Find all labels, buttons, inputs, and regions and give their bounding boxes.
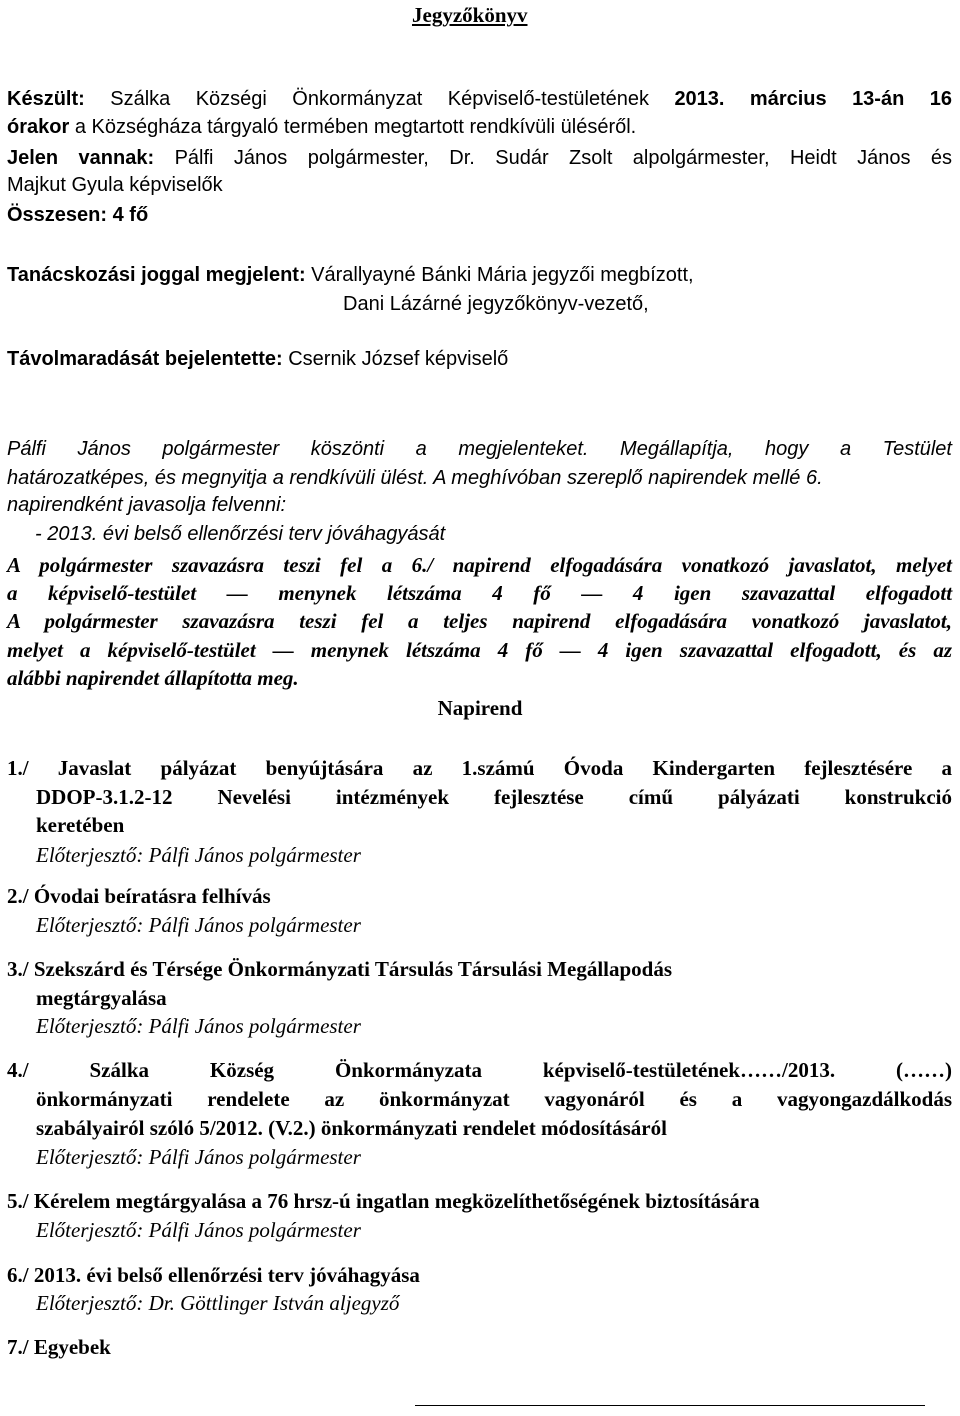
vote-line-4-a: melyet a képviselő-testület: [7, 638, 256, 662]
agenda-item-4-line-2: önkormányzati rendelete az önkormányzat vagyonáról és a vagyongazdálkodás: [36, 1087, 952, 1111]
prepared-text: Szálka Községi Önkormányzat Képviselő-testületének: [110, 88, 649, 110]
vote-line-2: a képviselő-testület — menynek létszáma 4 fő — 4 igen szavazattal elfogadott: [7, 581, 953, 605]
prepared-line: [7, 86, 952, 112]
agenda-item-6-presenter: Előterjesztő: Dr. Göttlinger István aljegyző: [36, 1291, 400, 1315]
vote-line-1: A polgármester szavazásra teszi fel a 6./ napirend elfogadására vonatkozó javaslatot, melyet: [7, 553, 952, 577]
advisory-line: [7, 262, 952, 288]
advisory-person-2: Dani Lázárné jegyzőkönyv-vezető,: [343, 293, 649, 315]
agenda-item-2-presenter: Előterjesztő: Pálfi János polgármester: [36, 913, 361, 937]
prepared-time-label: órakor: [7, 116, 70, 138]
absence-text: Csernik József képviselő: [288, 348, 509, 370]
opening-line-4: - 2013. évi belső ellenőrzési terv jóváhagyását: [35, 523, 446, 545]
agenda-item-4-presenter: Előterjesztő: Pálfi János polgármester: [36, 1145, 361, 1169]
agenda-item-3-line-1: 3./ Szekszárd és Térsége Önkormányzati Társulás Társulási Megállapodás: [7, 957, 673, 981]
agenda-item-6: 6./ 2013. évi belső ellenőrzési terv jóváhagyása: [7, 1263, 420, 1287]
agenda-item-5-presenter: Előterjesztő: Pálfi János polgármester: [36, 1218, 361, 1242]
vote-line-2-a: a képviselő-testület: [7, 581, 197, 605]
document-title: Jegyzőkönyv: [412, 3, 528, 27]
opening-line-2: határozatképes, és megnyitja a rendkívüli ülést. A meghívóban szereplő napirendek mellé 6.: [7, 467, 823, 489]
vote-line-2-b: menynek létszáma 4 fő: [278, 581, 551, 605]
agenda-item-1-line-2: DDOP-3.1.2-12 Nevelési intézmények fejlesztése című pályázati konstrukció: [36, 785, 952, 809]
advisory-label: Tanácskozási joggal megjelent:: [7, 264, 306, 286]
vote-line-5: alábbi napirendet állapította meg.: [7, 666, 299, 690]
prepared-label: Készült:: [7, 88, 85, 110]
vote-line-2-c: 4 igen szavazattal elfogadott: [632, 581, 953, 605]
opening-line-3: napirendként javasolja felvenni:: [7, 494, 287, 516]
agenda-item-4-line-1: 4./ Szálka Község Önkormányzata képviselő-testületének……/2013. (……): [7, 1058, 952, 1082]
advisory-person-1: Várallyayné Bánki Mária jegyzői megbízott,: [311, 264, 694, 286]
agenda-heading: Napirend: [437, 696, 523, 720]
agenda-item-3-presenter: Előterjesztő: Pálfi János polgármester: [36, 1014, 361, 1038]
present-label: Jelen vannak:: [7, 147, 155, 169]
present-text: Pálfi János polgármester, Dr. Sudár Zsolt alpolgármester, Heidt János és: [174, 147, 952, 169]
present-total: Összesen: 4 fő: [7, 204, 149, 226]
present-line-2: Majkut Gyula képviselők: [7, 174, 223, 196]
vote-line-4: melyet a képviselő-testület — menynek létszáma 4 fő — 4 igen szavazattal elfogadott, és az: [7, 638, 952, 662]
opening-line-1: Pálfi János polgármester köszönti a megjelenteket. Megállapítja, hogy a Testület: [7, 438, 952, 460]
agenda-item-1-presenter: Előterjesztő: Pálfi János polgármester: [36, 843, 361, 867]
vote-line-3: A polgármester szavazásra teszi fel a teljes napirend elfogadására vonatkozó javaslatot,: [7, 609, 952, 633]
bottom-rule: [415, 1405, 925, 1406]
agenda-item-2: 2./ Óvodai beíratásra felhívás: [7, 884, 271, 908]
present-line: [7, 145, 952, 171]
absence-label: Távolmaradását bejelentette:: [7, 348, 283, 370]
agenda-item-4-line-3: szabályairól szóló 5/2012. (V.2.) önkormányzati rendelet módosításáról: [36, 1116, 667, 1140]
agenda-item-7: 7./ Egyebek: [7, 1335, 111, 1359]
absence-line: [7, 346, 952, 372]
vote-line-4-c: 4 igen szavazattal elfogadott, és az: [597, 638, 952, 662]
prepared-date: 2013. március 13-án 16: [674, 88, 952, 110]
agenda-item-5: 5./ Kérelem megtárgyalása a 76 hrsz-ú ingatlan megközelíthetőségének biztosítására: [7, 1189, 760, 1213]
agenda-item-1-line-3: keretében: [36, 813, 125, 837]
vote-line-4-b: menynek létszáma 4 fő: [310, 638, 543, 662]
agenda-item-1-line-1: 1./ Javaslat pályázat benyújtására az 1.számú Óvoda Kindergarten fejlesztésére a: [7, 756, 952, 780]
agenda-item-3-line-2: megtárgyalása: [36, 986, 167, 1010]
prepared-place: a Községháza tárgyaló termében megtartott rendkívüli üléséről.: [74, 116, 637, 138]
prepared-line-2: [7, 114, 952, 140]
